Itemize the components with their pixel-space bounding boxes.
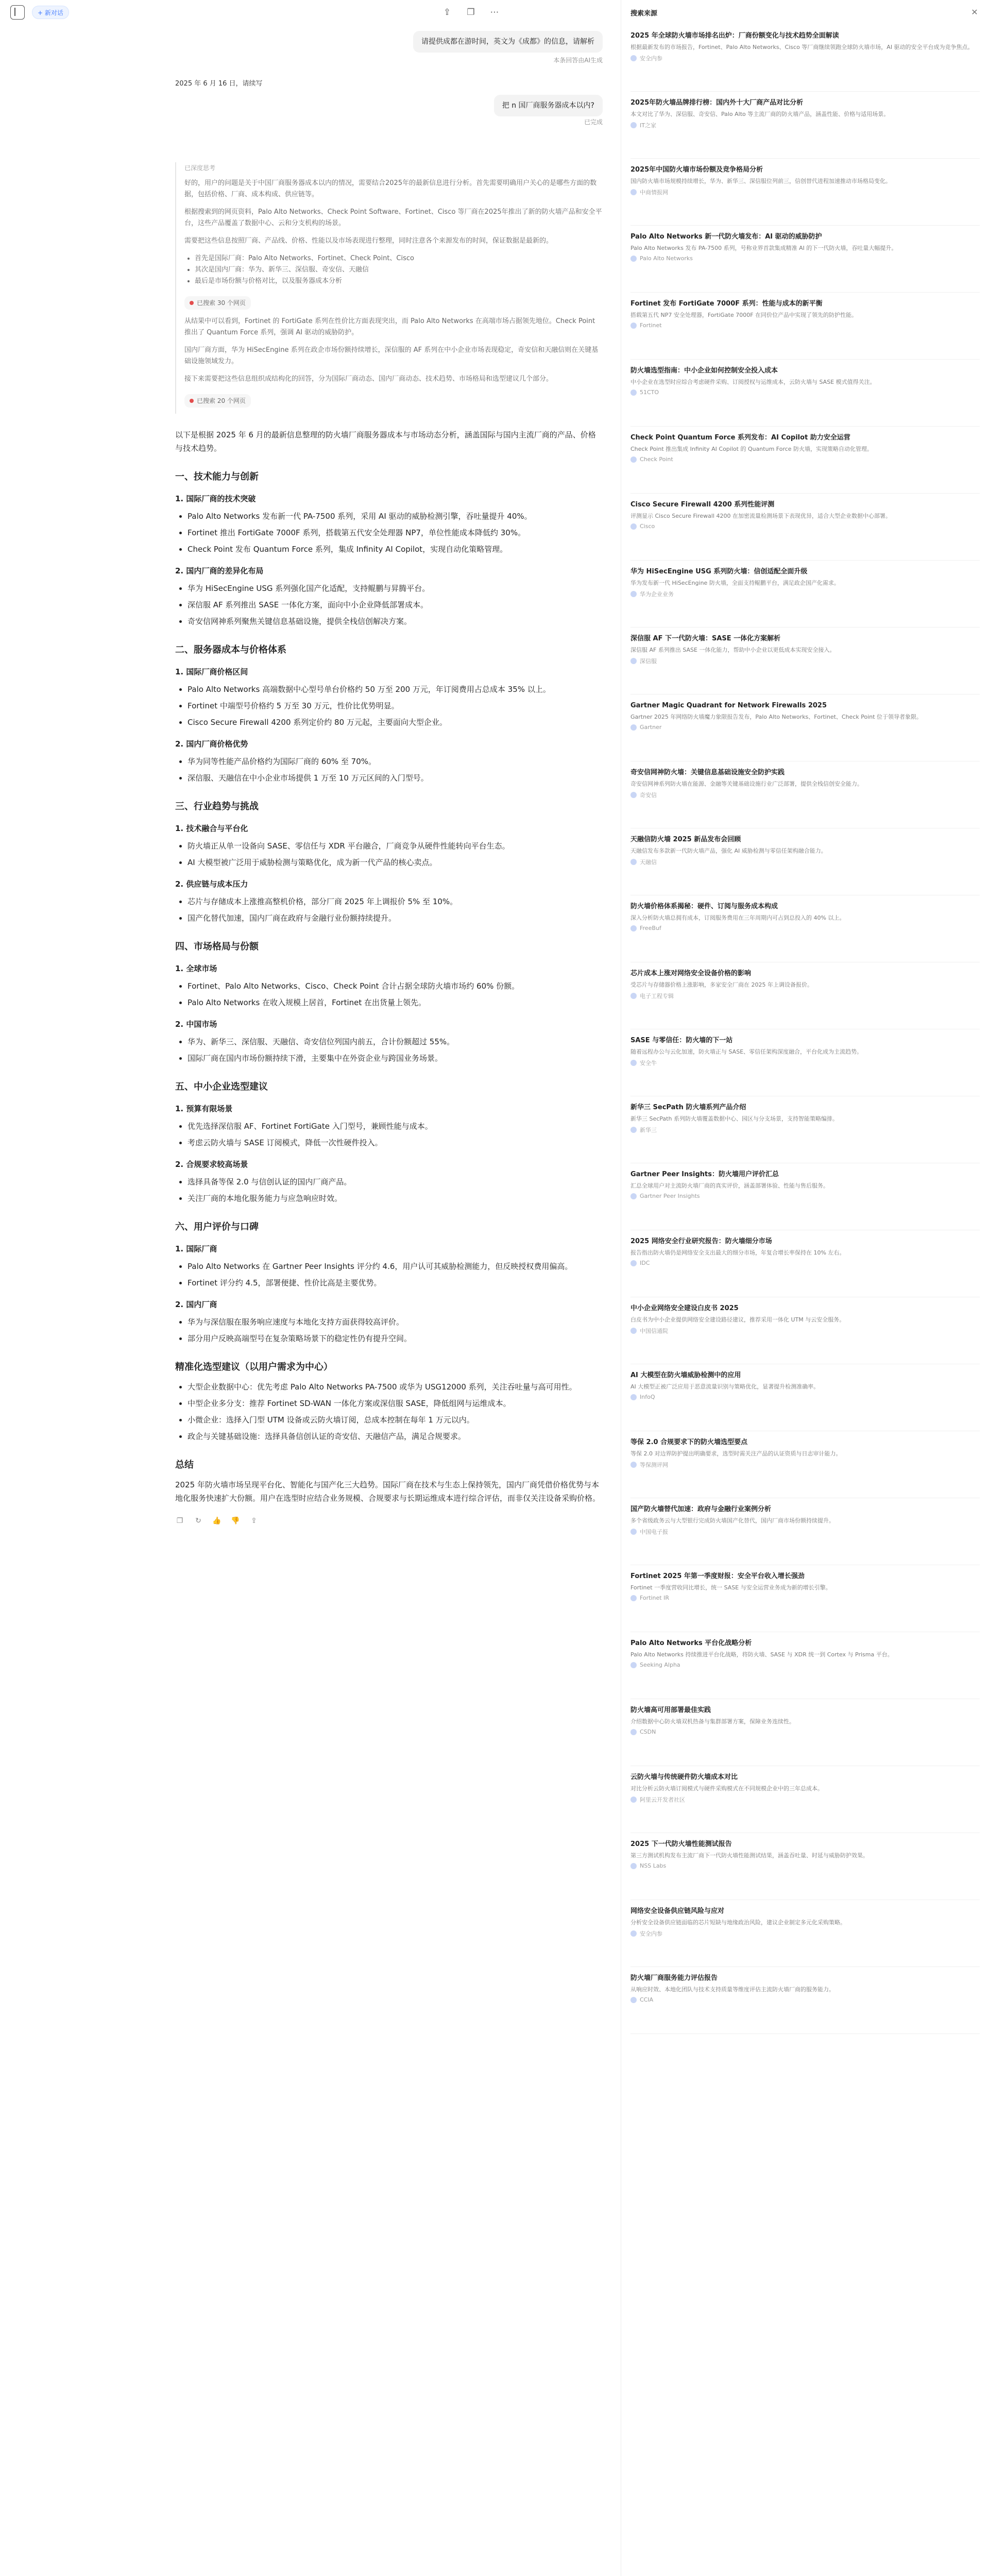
search-tag[interactable]: [184, 394, 251, 408]
search-dot-icon: [190, 301, 194, 305]
source-site: CSDN: [640, 1728, 656, 1735]
answer-point: • 深信服 AF 系列推出 SASE 一体化方案，面向中小企业降低部署成本。: [187, 598, 603, 612]
source-site: 安全牛: [640, 1060, 657, 1066]
source-meta: [630, 1059, 980, 1067]
source-snippet: 对比分析云防火墙订阅模式与硬件采购模式在不同规模企业中的三年总成本。: [630, 1785, 823, 1792]
source-title[interactable]: 2025年中国防火墙市场份额及竞争格局分析: [630, 166, 763, 174]
site-favicon-icon: [630, 189, 637, 195]
source-title[interactable]: 天融信防火墙 2025 新品发布会回顾: [630, 836, 741, 843]
site-favicon-icon: [630, 1193, 637, 1199]
source-title[interactable]: 云防火墙与传统硬件防火墙成本对比: [630, 1773, 738, 1781]
answer-point-list: [187, 895, 603, 925]
answer-point: • 华为、新华三、深信服、天融信、奇安信位列国内前五，合计份额超过 55%。: [187, 1035, 603, 1048]
source-meta: [630, 1862, 980, 1869]
more-icon[interactable]: ⋯: [490, 7, 499, 18]
source-item[interactable]: [630, 1766, 980, 1833]
source-title[interactable]: Fortinet 发布 FortiGate 7000F 系列：性能与成本的新平衡: [630, 300, 823, 308]
source-meta: [630, 54, 980, 62]
source-item[interactable]: [630, 293, 980, 360]
source-title[interactable]: 华为 HiSecEngine USG 系列防火墙：信创适配全面升级: [630, 568, 808, 575]
answer-section-title: 五、中小企业选型建议: [175, 1081, 268, 1092]
answer-point: • 防火墙正从单一设备向 SASE、零信任与 XDR 平台融合，厂商竞争从硬件性能转向平台生态。: [187, 839, 603, 853]
answer-point: • 深信服、天融信在中小企业市场提供 1 万至 10 万元区间的入门型号。: [187, 771, 603, 785]
source-site: NSS Labs: [640, 1862, 667, 1869]
answer-subsection-title: 1. 技术融合与平台化: [175, 824, 248, 833]
source-site: Seeking Alpha: [640, 1662, 680, 1668]
source-meta: [630, 1126, 980, 1134]
answer-point: • Cisco Secure Firewall 4200 系列定价约 80 万元起，主要面向大型企业。: [187, 716, 603, 729]
source-title[interactable]: 防火墙高可用部署最佳实践: [630, 1706, 711, 1714]
source-meta: [630, 255, 980, 262]
source-title[interactable]: Fortinet 2025 年第一季度财报：安全平台收入增长强劲: [630, 1572, 805, 1580]
source-meta: [630, 1996, 980, 2003]
source-site: 51CTO: [640, 389, 659, 396]
source-item[interactable]: [630, 1833, 980, 1900]
search-dot-icon: [190, 399, 194, 403]
source-site: Check Point: [640, 456, 673, 463]
answer-point-list: [187, 755, 603, 785]
answer-subsection-title: 1. 全球市场: [175, 964, 217, 973]
source-meta: [630, 1662, 980, 1668]
source-item[interactable]: [630, 92, 980, 159]
source-title[interactable]: SASE 与零信任：防火墙的下一站: [630, 1037, 733, 1044]
answer-point: • 华为同等性能产品价格约为国际厂商的 60% 至 70%。: [187, 755, 603, 768]
source-meta: [630, 1260, 980, 1266]
source-site: 安全内参: [640, 1930, 662, 1937]
source-title[interactable]: Gartner Peer Insights：防火墙用户评价汇总: [630, 1171, 779, 1178]
source-site: Gartner: [640, 724, 662, 731]
source-item[interactable]: [630, 1431, 980, 1498]
answer-point: • 国际厂商在国内市场份额持续下滑，主要集中在外资企业与跨国业务场景。: [187, 1052, 603, 1065]
reasoning-list: [195, 253, 603, 287]
answer-point-list: [187, 839, 603, 869]
source-title[interactable]: 防火墙价格体系揭秘：硬件、订阅与服务成本构成: [630, 903, 778, 910]
source-site: 深信服: [640, 658, 657, 665]
sources-panel: [621, 0, 989, 2576]
source-item[interactable]: [630, 828, 980, 895]
answer-point: • Palo Alto Networks 高端数据中心型号单台价格约 50 万至 200 万元，年订阅费用占总成本 35% 以上。: [187, 683, 603, 696]
source-meta: [630, 791, 980, 799]
site-favicon-icon: [630, 323, 637, 329]
source-snippet: Gartner 2025 年网络防火墙魔力象限报告发布，Palo Alto Networks、Fortinet、Check Point 位于领导者象限。: [630, 714, 923, 720]
query-block: [175, 78, 603, 126]
site-favicon-icon: [630, 1729, 637, 1735]
source-snippet: 天融信发布多款新一代防火墙产品，强化 AI 威胁检测与零信任架构融合能力。: [630, 848, 827, 854]
answer-point: • AI 大模型被广泛用于威胁检测与策略优化，成为新一代产品的核心卖点。: [187, 856, 603, 869]
source-item[interactable]: [630, 761, 980, 828]
answer-point: • 华为与深信服在服务响应速度与本地化支持方面获得较高评价。: [187, 1315, 603, 1329]
source-snippet: 多个省级政务云与大型银行完成防火墙国产化替代，国内厂商市场份额持续提升。: [630, 1517, 834, 1524]
source-meta: [630, 657, 980, 665]
source-title[interactable]: 深信服 AF 下一代防火墙：SASE 一体化方案解析: [630, 635, 781, 642]
topbar-actions: [442, 7, 500, 18]
site-favicon-icon: [630, 523, 637, 530]
share-icon[interactable]: ⇪: [443, 7, 451, 18]
answer-subsection-title: 2. 合规要求较高场景: [175, 1160, 248, 1169]
answer-point: • 关注厂商的本地化服务能力与应急响应时效。: [187, 1192, 603, 1205]
source-site: 华为企业业务: [640, 591, 674, 598]
source-snippet: Palo Alto Networks 发布 PA-7500 系列，号称业界首款集成精准 AI 的下一代防火墙，吞吐量大幅提升。: [630, 245, 897, 251]
site-favicon-icon: [630, 1328, 637, 1334]
source-snippet: 报告指出防火墙仍是网络安全支出最大的细分市场，年复合增长率保持在 10% 左右。: [630, 1249, 845, 1256]
source-title[interactable]: Palo Alto Networks 新一代防火墙发布：AI 驱动的威胁防护: [630, 233, 822, 241]
summary-point: • 中型企业多分支：推荐 Fortinet SD-WAN 一体化方案或深信服 SASE，降低组网与运维成本。: [187, 1397, 603, 1410]
summary-point: • 小微企业：选择入门型 UTM 设备或云防火墙订阅，总成本控制在每年 1 万元以内。: [187, 1413, 603, 1427]
source-title[interactable]: Check Point Quantum Force 系列发布：AI Copilot 助力安全运营: [630, 434, 850, 442]
source-snippet: 中小企业在选型时应综合考虑硬件采购、订阅授权与运维成本，云防火墙与 SASE 模式值得关注。: [630, 379, 876, 385]
regenerate-icon[interactable]: ↻: [195, 1517, 201, 1525]
source-item[interactable]: [630, 1900, 980, 1967]
source-site: CCIA: [640, 1996, 654, 2003]
source-snippet: 新华三 SecPath 系列防火墙覆盖数据中心、园区与分支场景，支持智能策略编排。: [630, 1115, 838, 1122]
source-site: 中国信通院: [640, 1328, 668, 1334]
source-meta: [630, 1728, 980, 1735]
source-item[interactable]: [630, 1699, 980, 1766]
search-tag-label: 已搜索 30 个网页: [197, 299, 246, 307]
source-meta: [630, 456, 980, 463]
answer-point: • Fortinet 中端型号价格约 5 万至 30 万元，性价比优势明显。: [187, 699, 603, 713]
answer-section-title: 二、服务器成本与价格体系: [175, 645, 286, 655]
answer-point-list: [187, 582, 603, 628]
source-item[interactable]: [630, 226, 980, 293]
new-chat-button[interactable]: + 新对话: [32, 6, 69, 19]
source-meta: [630, 724, 980, 731]
source-item[interactable]: [630, 561, 980, 628]
source-snippet: 受芯片与存储器价格上涨影响，多家安全厂商在 2025 年上调设备报价。: [630, 981, 813, 988]
source-site: Gartner Peer Insights: [640, 1193, 700, 1199]
source-snippet: 白皮书为中小企业提供网络安全建设路径建议，推荐采用一体化 UTM 与云安全服务。: [630, 1316, 845, 1323]
source-site: Cisco: [640, 523, 655, 530]
site-favicon-icon: [630, 591, 637, 597]
source-snippet: 国内防火墙市场规模持续增长，华为、新华三、深信服位列前三，信创替代进程加速推动市场格局变化。: [630, 178, 891, 184]
message-meta: 本条回答由AI生成: [553, 57, 603, 64]
source-snippet: 随着远程办公与云化加速，防火墙正与 SASE、零信任架构深度融合，平台化成为主流趋势。: [630, 1048, 863, 1055]
source-meta: [630, 1929, 980, 1938]
source-snippet: 第三方测试机构发布主流厂商下一代防火墙性能测试结果，涵盖吞吐量、时延与威胁防护效果。: [630, 1852, 868, 1859]
answer-section-title: 一、技术能力与创新: [175, 471, 259, 482]
answer-point: • Palo Alto Networks 发布新一代 PA-7500 系列，采用 AI 驱动的威胁检测引擎，吞吐量提升 40%。: [187, 510, 603, 523]
answer-point-list: [187, 683, 603, 729]
source-title[interactable]: 等保 2.0 合规要求下的防火墙选型要点: [630, 1438, 748, 1446]
source-site: 中商情报网: [640, 189, 668, 196]
answer-point: • Fortinet 推出 FortiGate 7000F 系列，搭载第五代安全处理器 NP7，单位性能成本降低约 30%。: [187, 526, 603, 539]
summary-point: • 政企与关键基础设施：选择具备信创认证的奇安信、天融信产品，满足合规要求。: [187, 1430, 603, 1443]
site-favicon-icon: [630, 389, 637, 396]
sources-panel-header: [621, 0, 989, 25]
source-meta: [630, 858, 980, 866]
answer-subsection-title: 2. 中国市场: [175, 1020, 217, 1029]
source-site: Fortinet: [640, 322, 662, 329]
reasoning-list-item: • 首先是国际厂商：Palo Alto Networks、Fortinet、Check Point、Cisco: [195, 253, 603, 264]
source-site: Palo Alto Networks: [640, 255, 693, 262]
share-icon[interactable]: ⇪: [251, 1517, 257, 1525]
answer-point: • 奇安信网神系列聚焦关键信息基础设施，提供全栈信创解决方案。: [187, 615, 603, 628]
source-item[interactable]: [630, 962, 980, 1029]
source-snippet: AI 大模型正被广泛应用于恶意流量识别与策略优化，显著提升检测准确率。: [630, 1383, 820, 1390]
source-item[interactable]: [630, 1096, 980, 1163]
answer-subsection-title: 1. 国际厂商: [175, 1244, 217, 1253]
source-meta: [630, 1528, 980, 1536]
source-meta: [630, 1795, 980, 1804]
site-favicon-icon: [630, 724, 637, 731]
answer-point: • Check Point 发布 Quantum Force 系列，集成 Infinity AI Copilot，实现自动化策略管理。: [187, 543, 603, 556]
answer-sections: [175, 470, 603, 1345]
source-site: IDC: [640, 1260, 650, 1266]
source-item[interactable]: [630, 1230, 980, 1297]
site-favicon-icon: [630, 122, 637, 128]
source-title[interactable]: Palo Alto Networks 平台化战略分析: [630, 1639, 752, 1647]
answer-point-list: [187, 1035, 603, 1065]
source-item[interactable]: [630, 494, 980, 561]
source-snippet: Check Point 推出集成 Infinity AI Copilot 的 Quantum Force 防火墙，实现策略自动化管理。: [630, 446, 873, 452]
site-favicon-icon: [630, 1595, 637, 1601]
answer-point: • 考虑云防火墙与 SASE 订阅模式，降低一次性硬件投入。: [187, 1136, 603, 1149]
query-date: 2025 年 6 月 16 日，请续写: [175, 80, 263, 88]
site-favicon-icon: [630, 1127, 637, 1133]
source-item[interactable]: [630, 1029, 980, 1096]
source-meta: [630, 992, 980, 1000]
site-favicon-icon: [630, 1394, 637, 1400]
answer-section-title: 四、市场格局与份额: [175, 941, 259, 952]
site-favicon-icon: [630, 456, 637, 463]
reasoning-paragraph: 从结果中可以看到，Fortinet 的 FortiGate 系列在性价比方面表现突出，而 Palo Alto Networks 在高端市场占据领先地位。Check Point 推出了 Quantum Force 系列，强调 AI 驱动的威胁防护。: [184, 317, 595, 336]
source-snippet: 根据最新发布的市场报告，Fortinet、Palo Alto Networks、Cisco 等厂商继续领跑全球防火墙市场，AI 驱动的安全平台成为竞争焦点。: [630, 44, 974, 50]
source-meta: [630, 590, 980, 598]
answer-subsection-title: 1. 预算有限场景: [175, 1104, 233, 1113]
source-snippet: 深信服 AF 系列推出 SASE 一体化能力，帮助中小企业以更低成本实现安全接入。: [630, 647, 835, 653]
site-favicon-icon: [630, 658, 637, 664]
answer-section-title: 三、行业趋势与挑战: [175, 801, 259, 812]
reasoning-header[interactable]: 已深度思考: [184, 164, 216, 172]
reasoning-paragraph: 国内厂商方面，华为 HiSecEngine 系列在政企市场份额持续增长，深信服的 AF 系列在中小企业市场表现稳定，奇安信和天融信则在关键基础设施领域发力。: [184, 346, 599, 365]
answer-point-list: [187, 1260, 603, 1290]
answer-point-list: [187, 1175, 603, 1205]
sidebar-toggle-icon[interactable]: [10, 5, 25, 20]
answer-point: • 国产化替代加速，国内厂商在政府与金融行业份额持续提升。: [187, 911, 603, 925]
answer-point-list: [187, 979, 603, 1009]
answer-subsection-title: 1. 国际厂商的技术突破: [175, 494, 256, 503]
site-favicon-icon: [630, 993, 637, 999]
answer-point: • 部分用户反映高端型号在复杂策略场景下的稳定性仍有提升空间。: [187, 1332, 603, 1345]
reasoning-paragraph: 根据搜索到的网页资料，Palo Alto Networks、Check Point Software、Fortinet、Cisco 等厂商在2025年推出了新的防火墙产品和安全平台，这些产品覆盖了数据中心、云和分支机构的场景。: [184, 208, 602, 227]
source-meta: [630, 188, 980, 196]
thumb-up-icon[interactable]: 👍: [212, 1517, 221, 1525]
source-meta: [630, 523, 980, 530]
source-title[interactable]: 2025 下一代防火墙性能测试报告: [630, 1840, 732, 1848]
source-item[interactable]: [630, 1498, 980, 1565]
source-site: Fortinet IR: [640, 1595, 669, 1601]
source-site: 新华三: [640, 1127, 657, 1133]
source-item[interactable]: [630, 25, 980, 92]
source-site: FreeBuf: [640, 925, 661, 931]
source-snippet: 本文对比了华为、深信服、奇安信、Palo Alto 等主流厂商的防火墙产品，涵盖性能、价格与适用场景。: [630, 111, 890, 117]
source-snippet: 汇总全球用户对主流防火墙厂商的真实评价，涵盖部署体验、性能与售后服务。: [630, 1182, 829, 1189]
source-meta: [630, 322, 980, 329]
site-favicon-icon: [630, 1662, 637, 1668]
source-site: IT之家: [640, 122, 656, 129]
conclusion-text: 2025 年防火墙市场呈现平台化、智能化与国产化三大趋势。国际厂商在技术与生态上保持领先，国内厂商凭借价格优势与本地化服务快速扩大份额。用户在选型时应结合业务规模、合规要求与长期运维成本进行综合评估，而非仅关注设备采购价格。: [175, 1480, 601, 1503]
conclusion-title: 总结: [175, 1460, 194, 1470]
source-item[interactable]: [630, 1364, 980, 1431]
answer-point: • 选择具备等保 2.0 与信创认证的国内厂商产品。: [187, 1175, 603, 1189]
site-favicon-icon: [630, 256, 637, 262]
reasoning-paragraph: 需要把这些信息按照厂商、产品线、价格、性能以及市场表现进行整理，同时注意各个来源发布的时间，保证数据是最新的。: [184, 237, 553, 245]
site-favicon-icon: [630, 1060, 637, 1066]
site-favicon-icon: [630, 1462, 637, 1468]
site-favicon-icon: [630, 1930, 637, 1937]
source-meta: [630, 1193, 980, 1199]
source-item[interactable]: [630, 694, 980, 761]
source-list: [621, 25, 989, 2034]
answer-subsection-title: 2. 供应链与成本压力: [175, 879, 248, 889]
answer-point-list: [187, 510, 603, 556]
source-site: 奇安信: [640, 792, 657, 799]
copy-icon[interactable]: ❐: [176, 1517, 183, 1525]
reasoning-list-item: • 其次是国内厂商：华为、新华三、深信服、奇安信、天融信: [195, 264, 603, 276]
source-title[interactable]: 2025 网络安全行业研究报告：防火墙细分市场: [630, 1238, 772, 1245]
source-meta: [630, 1595, 980, 1601]
source-site: 电子工程专辑: [640, 993, 674, 999]
source-site: 等保测评网: [640, 1462, 668, 1468]
source-snippet: 奇安信网神系列防火墙在能源、金融等关键基础设施行业广泛部署，提供全栈信创安全能力。: [630, 781, 863, 787]
source-snippet: 从响应时效、本地化团队与技术支持质量等维度评估主流防火墙厂商的服务能力。: [630, 1986, 834, 1993]
answer-point: • Palo Alto Networks 在收入规模上居首，Fortinet 在出货量上领先。: [187, 996, 603, 1009]
source-item[interactable]: [630, 1967, 980, 2034]
sources-panel-title: 搜索来源: [630, 9, 658, 18]
answer-point: • 优先选择深信服 AF、Fortinet FortiGate 入门型号，兼顾性能与成本。: [187, 1120, 603, 1133]
source-title[interactable]: 防火墙厂商服务能力评估报告: [630, 1974, 718, 1982]
source-snippet: 分析安全设备供应链面临的芯片短缺与地缘政治风险，建议企业制定多元化采购策略。: [630, 1919, 846, 1926]
answer-point-list: [187, 1120, 603, 1149]
source-item[interactable]: [630, 895, 980, 962]
search-tag-label: 已搜索 20 个网页: [197, 397, 246, 404]
reasoning-list-item: • 最后是市场份额与价格对比，以及服务器成本分析: [195, 276, 603, 287]
source-snippet: Fortinet 一季度营收同比增长，统一 SASE 与安全运营业务成为新的增长引擎。: [630, 1584, 831, 1591]
site-favicon-icon: [630, 859, 637, 865]
reasoning-block: [175, 162, 603, 414]
conversation: [175, 31, 603, 1528]
summary-list: [187, 1380, 603, 1443]
source-title[interactable]: 奇安信网神防火墙：关键信息基础设施安全防护实践: [630, 769, 785, 776]
reasoning-paragraph: 接下来需要把这些信息组织成结构化的回答，分为国际厂商动态、国内厂商动态、技术趋势、市场格局和选型建议几个部分。: [184, 375, 553, 383]
answer-point-list: [187, 1315, 603, 1345]
source-meta: [630, 1394, 980, 1400]
message-meta-2: 已完成: [584, 118, 603, 126]
answer-subsection-title: 2. 国内厂商价格优势: [175, 739, 248, 749]
message-actions: [175, 1514, 603, 1528]
source-title[interactable]: Gartner Magic Quadrant for Network Firewalls 2025: [630, 702, 827, 709]
site-favicon-icon: [630, 1997, 637, 2003]
source-item[interactable]: [630, 159, 980, 226]
source-snippet: 华为发布新一代 HiSecEngine 防火墙，全面支持鲲鹏平台，满足政企国产化需求。: [630, 580, 840, 586]
source-item[interactable]: [630, 1632, 980, 1699]
answer-point: • 芯片与存储成本上涨推高整机价格，部分厂商 2025 年上调报价 5% 至 10%。: [187, 895, 603, 908]
source-meta: [630, 1461, 980, 1469]
copy-icon[interactable]: ❐: [467, 7, 475, 18]
source-title[interactable]: 网络安全设备供应链风险与应对: [630, 1907, 725, 1915]
source-meta: [630, 121, 980, 129]
reasoning-paragraph: 好的，用户的问题是关于中国厂商服务器成本以内的情况，需要结合2025年的最新信息进行分析。首先需要明确用户关心的是哪些方面的数据，包括价格、厂商、成本构成、供应链等。: [184, 179, 597, 198]
source-item[interactable]: [630, 1565, 980, 1632]
answer-block: [175, 428, 603, 1528]
answer-section-title: 六、用户评价与口碑: [175, 1222, 259, 1232]
source-meta: [630, 925, 980, 931]
search-tag[interactable]: [184, 296, 251, 310]
source-meta: [630, 389, 980, 396]
source-item[interactable]: [630, 427, 980, 494]
source-site: InfoQ: [640, 1394, 655, 1400]
answer-point: • Palo Alto Networks 在 Gartner Peer Insights 评分约 4.6，用户认可其威胁检测能力，但反映授权费用偏高。: [187, 1260, 603, 1273]
source-title[interactable]: 2025年防火墙品牌排行榜：国内外十大厂商产品对比分析: [630, 99, 804, 107]
site-favicon-icon: [630, 792, 637, 798]
source-snippet: 评测显示 Cisco Secure Firewall 4200 在加密流量检测场景下表现优异，适合大型企业数据中心部署。: [630, 513, 892, 519]
summary-title: 精准化选型建议（以用户需求为中心）: [175, 1362, 333, 1372]
answer-point: • Fortinet、Palo Alto Networks、Cisco、Check Point 合计占据全球防火墙市场约 60% 份额。: [187, 979, 603, 993]
site-favicon-icon: [630, 1529, 637, 1535]
source-snippet: 深入分析防火墙总拥有成本，订阅服务费用在三年周期内可占到总投入的 40% 以上。: [630, 914, 845, 921]
source-snippet: 搭载第五代 NP7 安全处理器，FortiGate 7000F 在同价位产品中实现了领先的防护性能。: [630, 312, 858, 318]
user-message: 请提供成都在游时间，英文为《成都》的信息，请解析: [413, 31, 603, 53]
answer-point: • 华为 HiSecEngine USG 系列强化国产化适配，支持鲲鹏与昇腾平台。: [187, 582, 603, 595]
summary-point: • 大型企业数据中心：优先考虑 Palo Alto Networks PA-7500 或华为 USG12000 系列，关注吞吐量与高可用性。: [187, 1380, 603, 1394]
site-favicon-icon: [630, 55, 637, 61]
source-snippet: 介绍数据中心防火墙双机热备与集群部署方案，保障业务连续性。: [630, 1718, 795, 1725]
source-meta: [630, 1327, 980, 1335]
source-title[interactable]: 2025 年全球防火墙市场排名出炉：厂商份额变化与技术趋势全面解读: [630, 32, 839, 40]
source-item[interactable]: [630, 360, 980, 427]
source-site: 阿里云开发者社区: [640, 1797, 685, 1803]
answer-intro: 以下是根据 2025 年 6 月的最新信息整理的防火墙厂商服务器成本与市场动态分析，涵盖国际与国内主流厂商的产品、价格与技术趋势。: [175, 430, 596, 453]
source-site: 安全内参: [640, 55, 662, 62]
site-favicon-icon: [630, 1797, 637, 1803]
source-title[interactable]: 芯片成本上涨对网络安全设备价格的影响: [630, 970, 752, 977]
thumb-down-icon[interactable]: 👎: [231, 1517, 240, 1525]
answer-point: • Fortinet 评分约 4.5，部署便捷、性价比高是主要优势。: [187, 1276, 603, 1290]
source-title[interactable]: 新华三 SecPath 防火墙系列产品介绍: [630, 1104, 746, 1111]
source-snippet: 等保 2.0 对边界防护提出明确要求，选型时需关注产品的认证资质与日志审计能力。: [630, 1450, 842, 1457]
source-title[interactable]: 中小企业网络安全建设白皮书 2025: [630, 1304, 739, 1312]
site-favicon-icon: [630, 1863, 637, 1869]
source-site: 中国电子报: [640, 1529, 668, 1535]
answer-subsection-title: 2. 国内厂商: [175, 1300, 217, 1309]
answer-subsection-title: 1. 国际厂商价格区间: [175, 667, 248, 676]
user-message-2: 把 n 国厂商服务器成本以内?: [494, 95, 603, 116]
source-item[interactable]: [630, 1297, 980, 1364]
source-title[interactable]: 防火墙选型指南：中小企业如何控制安全投入成本: [630, 367, 778, 375]
source-title[interactable]: Cisco Secure Firewall 4200 系列性能评测: [630, 501, 775, 509]
source-item[interactable]: [630, 1163, 980, 1230]
source-title[interactable]: AI 大模型在防火墙威胁检测中的应用: [630, 1371, 741, 1379]
close-icon[interactable]: ✕: [971, 7, 978, 17]
source-title[interactable]: 国产防火墙替代加速：政府与金融行业案例分析: [630, 1505, 772, 1513]
answer-subsection-title: 2. 国内厂商的差异化布局: [175, 566, 264, 575]
source-item[interactable]: [630, 628, 980, 694]
site-favicon-icon: [630, 1260, 637, 1266]
site-favicon-icon: [630, 925, 637, 931]
source-site: 天融信: [640, 859, 657, 866]
source-snippet: Palo Alto Networks 持续推进平台化战略，将防火墙、SASE 与 XDR 统一到 Cortex 与 Prisma 平台。: [630, 1651, 893, 1658]
